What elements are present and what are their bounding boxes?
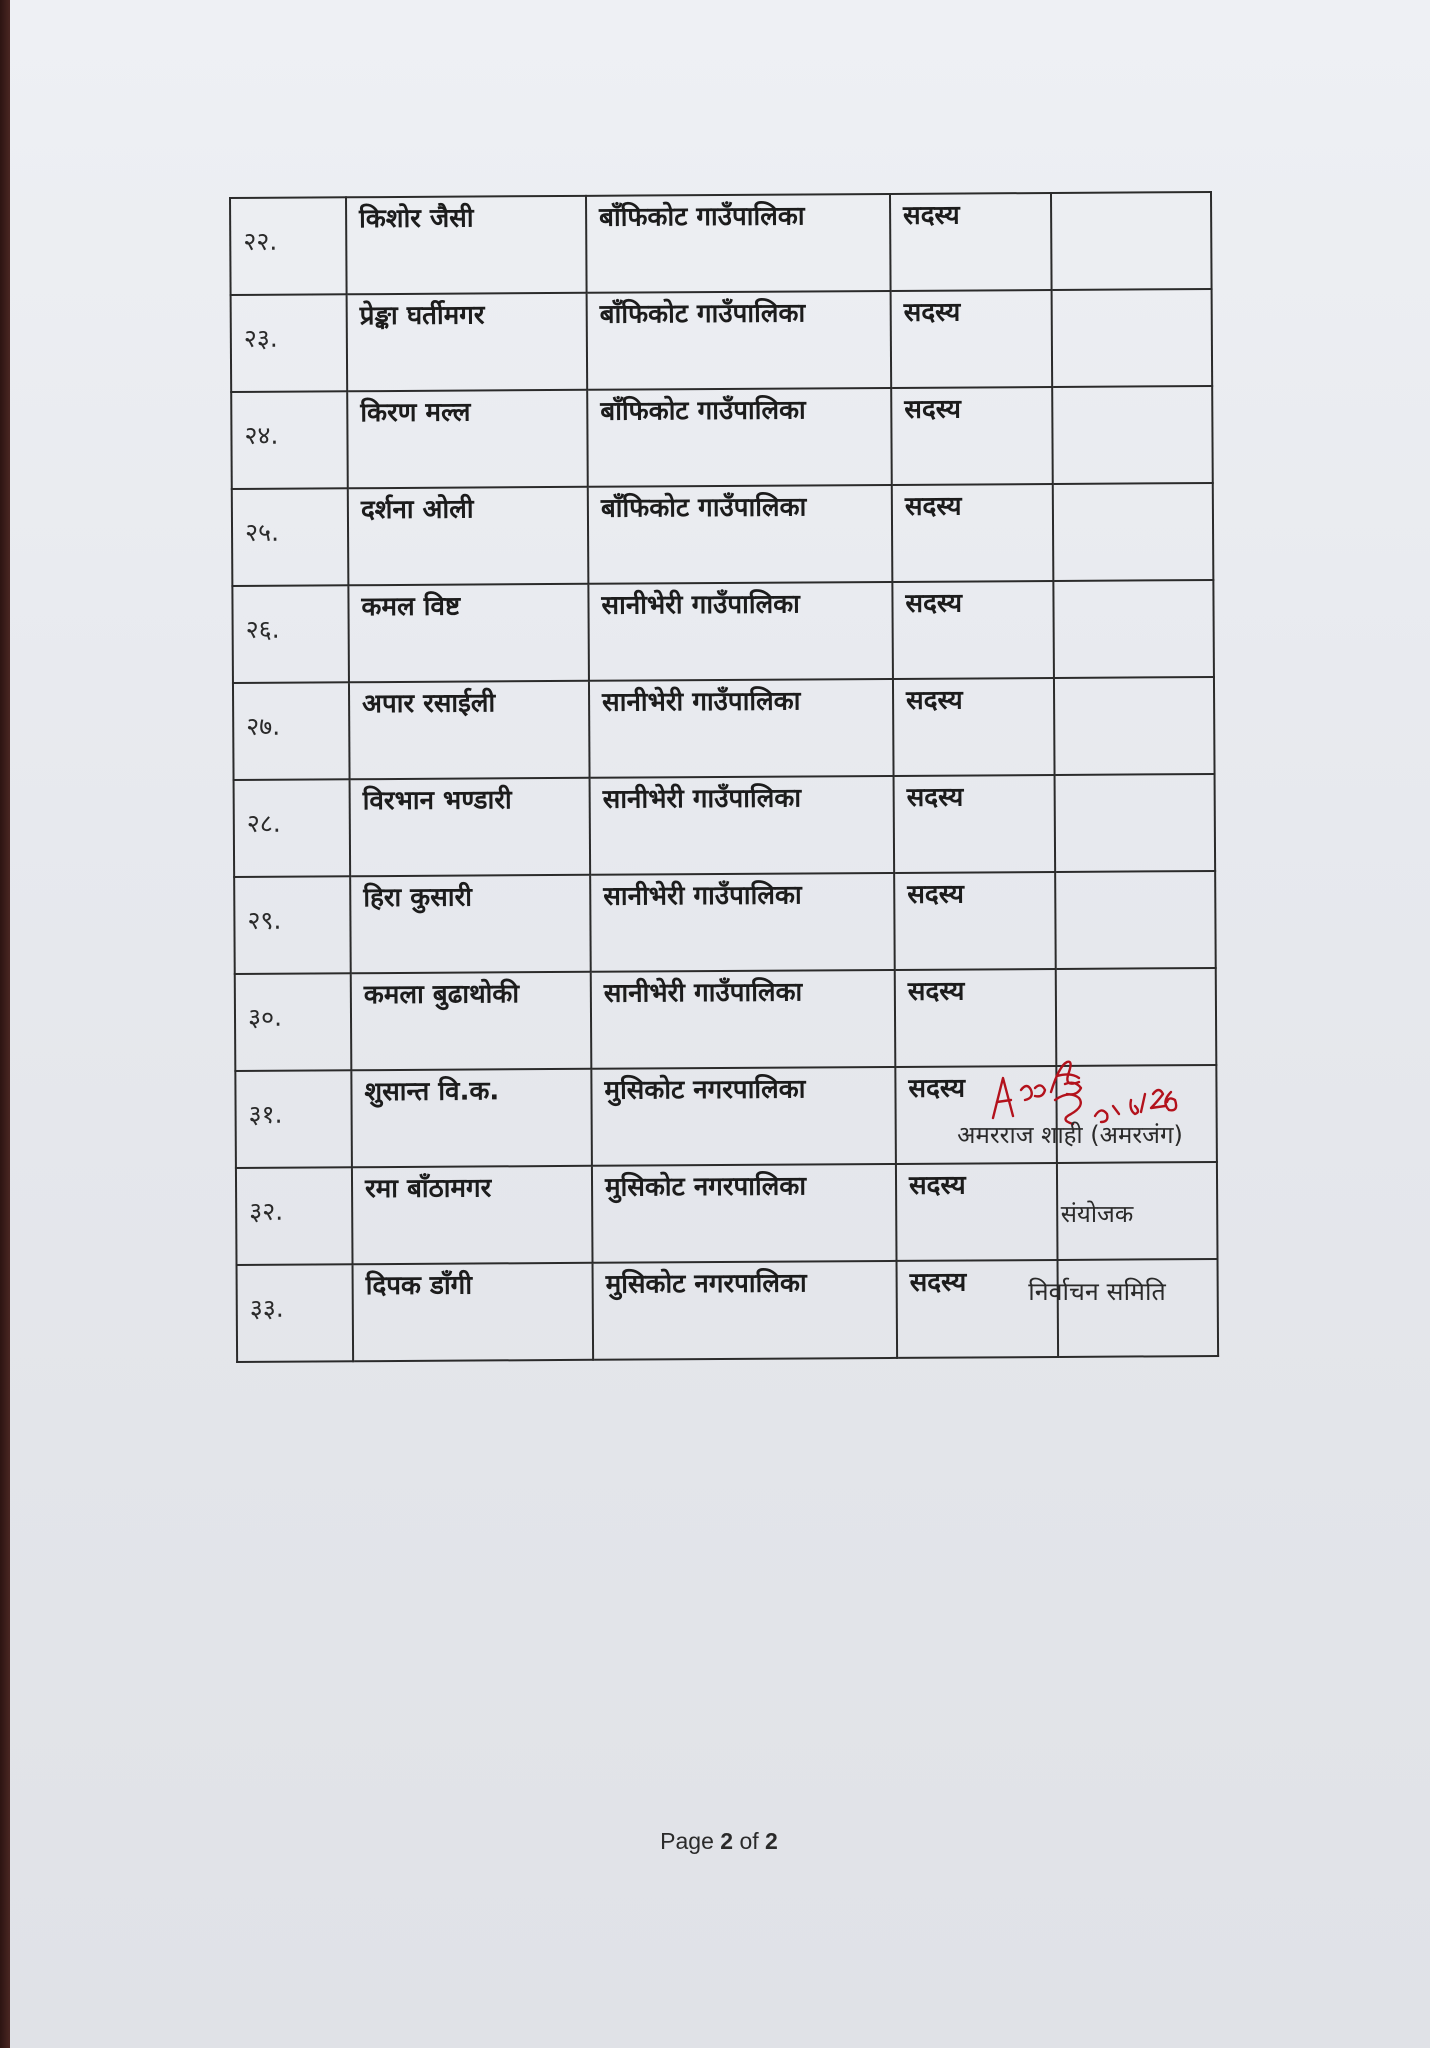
blank-cell (1053, 483, 1214, 581)
role-cell: सदस्य (891, 387, 1053, 485)
serial-number-cell: २७. (233, 682, 350, 780)
municipality-cell: बाँफिकोट गाउँपालिका (587, 388, 892, 487)
page-current-number: 2 (720, 1828, 734, 1854)
municipality-cell: बाँफिकोट गाउँपालिका (586, 194, 891, 293)
table-row (232, 580, 1214, 683)
member-name-cell: कमला बुढाथोकी (351, 972, 592, 1070)
municipality-cell: बाँफिकोट गाउँपालिका (587, 291, 892, 390)
role-cell: सदस्य (892, 484, 1054, 582)
member-name-cell: विरभान भण्डारी (350, 778, 591, 876)
municipality-cell: मुसिकोट नगरपालिका (592, 1164, 897, 1263)
role-cell: सदस्य (890, 193, 1052, 291)
role-cell: सदस्य (894, 775, 1056, 873)
page-footer-prefix: Page (660, 1828, 721, 1854)
table-row (231, 289, 1213, 392)
municipality-cell: सानीभेरी गाउँपालिका (590, 873, 895, 972)
table-row (231, 386, 1213, 489)
role-cell: सदस्य (893, 678, 1055, 776)
municipality-cell: मुसिकोट नगरपालिका (591, 1067, 896, 1166)
page-footer-middle: of (733, 1828, 766, 1854)
page-total-number: 2 (765, 1828, 778, 1854)
serial-number-cell: ३१. (235, 1070, 352, 1168)
blank-cell (1054, 677, 1215, 775)
serial-number-cell: २४. (231, 391, 348, 489)
page-edge-shadow (0, 0, 10, 2048)
serial-number-cell: ३०. (235, 973, 352, 1071)
member-name-cell: रमा बाँठामगर (352, 1166, 593, 1264)
role-cell: सदस्य (895, 1066, 1057, 1164)
table-row (230, 192, 1212, 295)
member-name-cell: प्रेङ्का घर्तीमगर (347, 293, 588, 391)
blank-cell (1055, 774, 1216, 872)
serial-number-cell: २२. (230, 197, 347, 295)
blank-cell (1052, 386, 1213, 484)
role-cell: सदस्य (894, 872, 1056, 970)
serial-number-cell: २८. (234, 779, 351, 877)
member-name-cell: दिपक डाँगी (353, 1263, 594, 1361)
member-name-cell: अपार रसाईली (349, 681, 590, 779)
serial-number-cell: २६. (232, 585, 349, 683)
municipality-cell: सानीभेरी गाउँपालिका (591, 970, 896, 1069)
role-cell: सदस्य (896, 1163, 1058, 1261)
page-footer (0, 1828, 1430, 1855)
role-cell: सदस्य (897, 1260, 1059, 1358)
role-cell: सदस्य (892, 581, 1054, 679)
table-row (234, 774, 1216, 877)
municipality-cell: मुसिकोट नगरपालिका (593, 1261, 898, 1360)
municipality-cell: सानीभेरी गाउँपालिका (590, 776, 895, 875)
serial-number-cell: ३३. (237, 1264, 354, 1362)
serial-number-cell: २५. (232, 488, 349, 586)
member-name-cell: हिरा कुसारी (350, 875, 591, 973)
blank-cell (1052, 289, 1213, 387)
member-name-cell: शुसान्त वि.क. (351, 1069, 592, 1167)
coordinator-title: संयोजक (1060, 1200, 1134, 1228)
municipality-cell: सानीभेरी गाउँपालिका (589, 679, 894, 778)
table-row (234, 871, 1216, 974)
municipality-cell: बाँफिकोट गाउँपालिका (588, 485, 893, 584)
role-cell: सदस्य (891, 290, 1053, 388)
committee-name: निर्वाचन समिति (1028, 1277, 1166, 1306)
table-row (232, 483, 1214, 586)
serial-number-cell: ३२. (236, 1167, 353, 1265)
table-row (233, 677, 1215, 780)
member-name-cell: दर्शना ओली (348, 487, 589, 585)
blank-cell (1053, 580, 1214, 678)
signature-block (880, 1118, 1260, 1308)
coordinator-name: अमरराज शाही (अमरजंग) (957, 1121, 1183, 1149)
serial-number-cell: २३. (231, 294, 348, 392)
member-name-cell: किरण मल्ल (347, 390, 588, 488)
role-cell: सदस्य (895, 969, 1057, 1067)
blank-cell (1051, 192, 1212, 290)
blank-cell (1055, 871, 1216, 969)
serial-number-cell: २९. (234, 876, 351, 974)
member-name-cell: कमल विष्ट (348, 584, 589, 682)
member-name-cell: किशोर जैसी (346, 196, 587, 294)
municipality-cell: सानीभेरी गाउँपालिका (588, 582, 893, 681)
